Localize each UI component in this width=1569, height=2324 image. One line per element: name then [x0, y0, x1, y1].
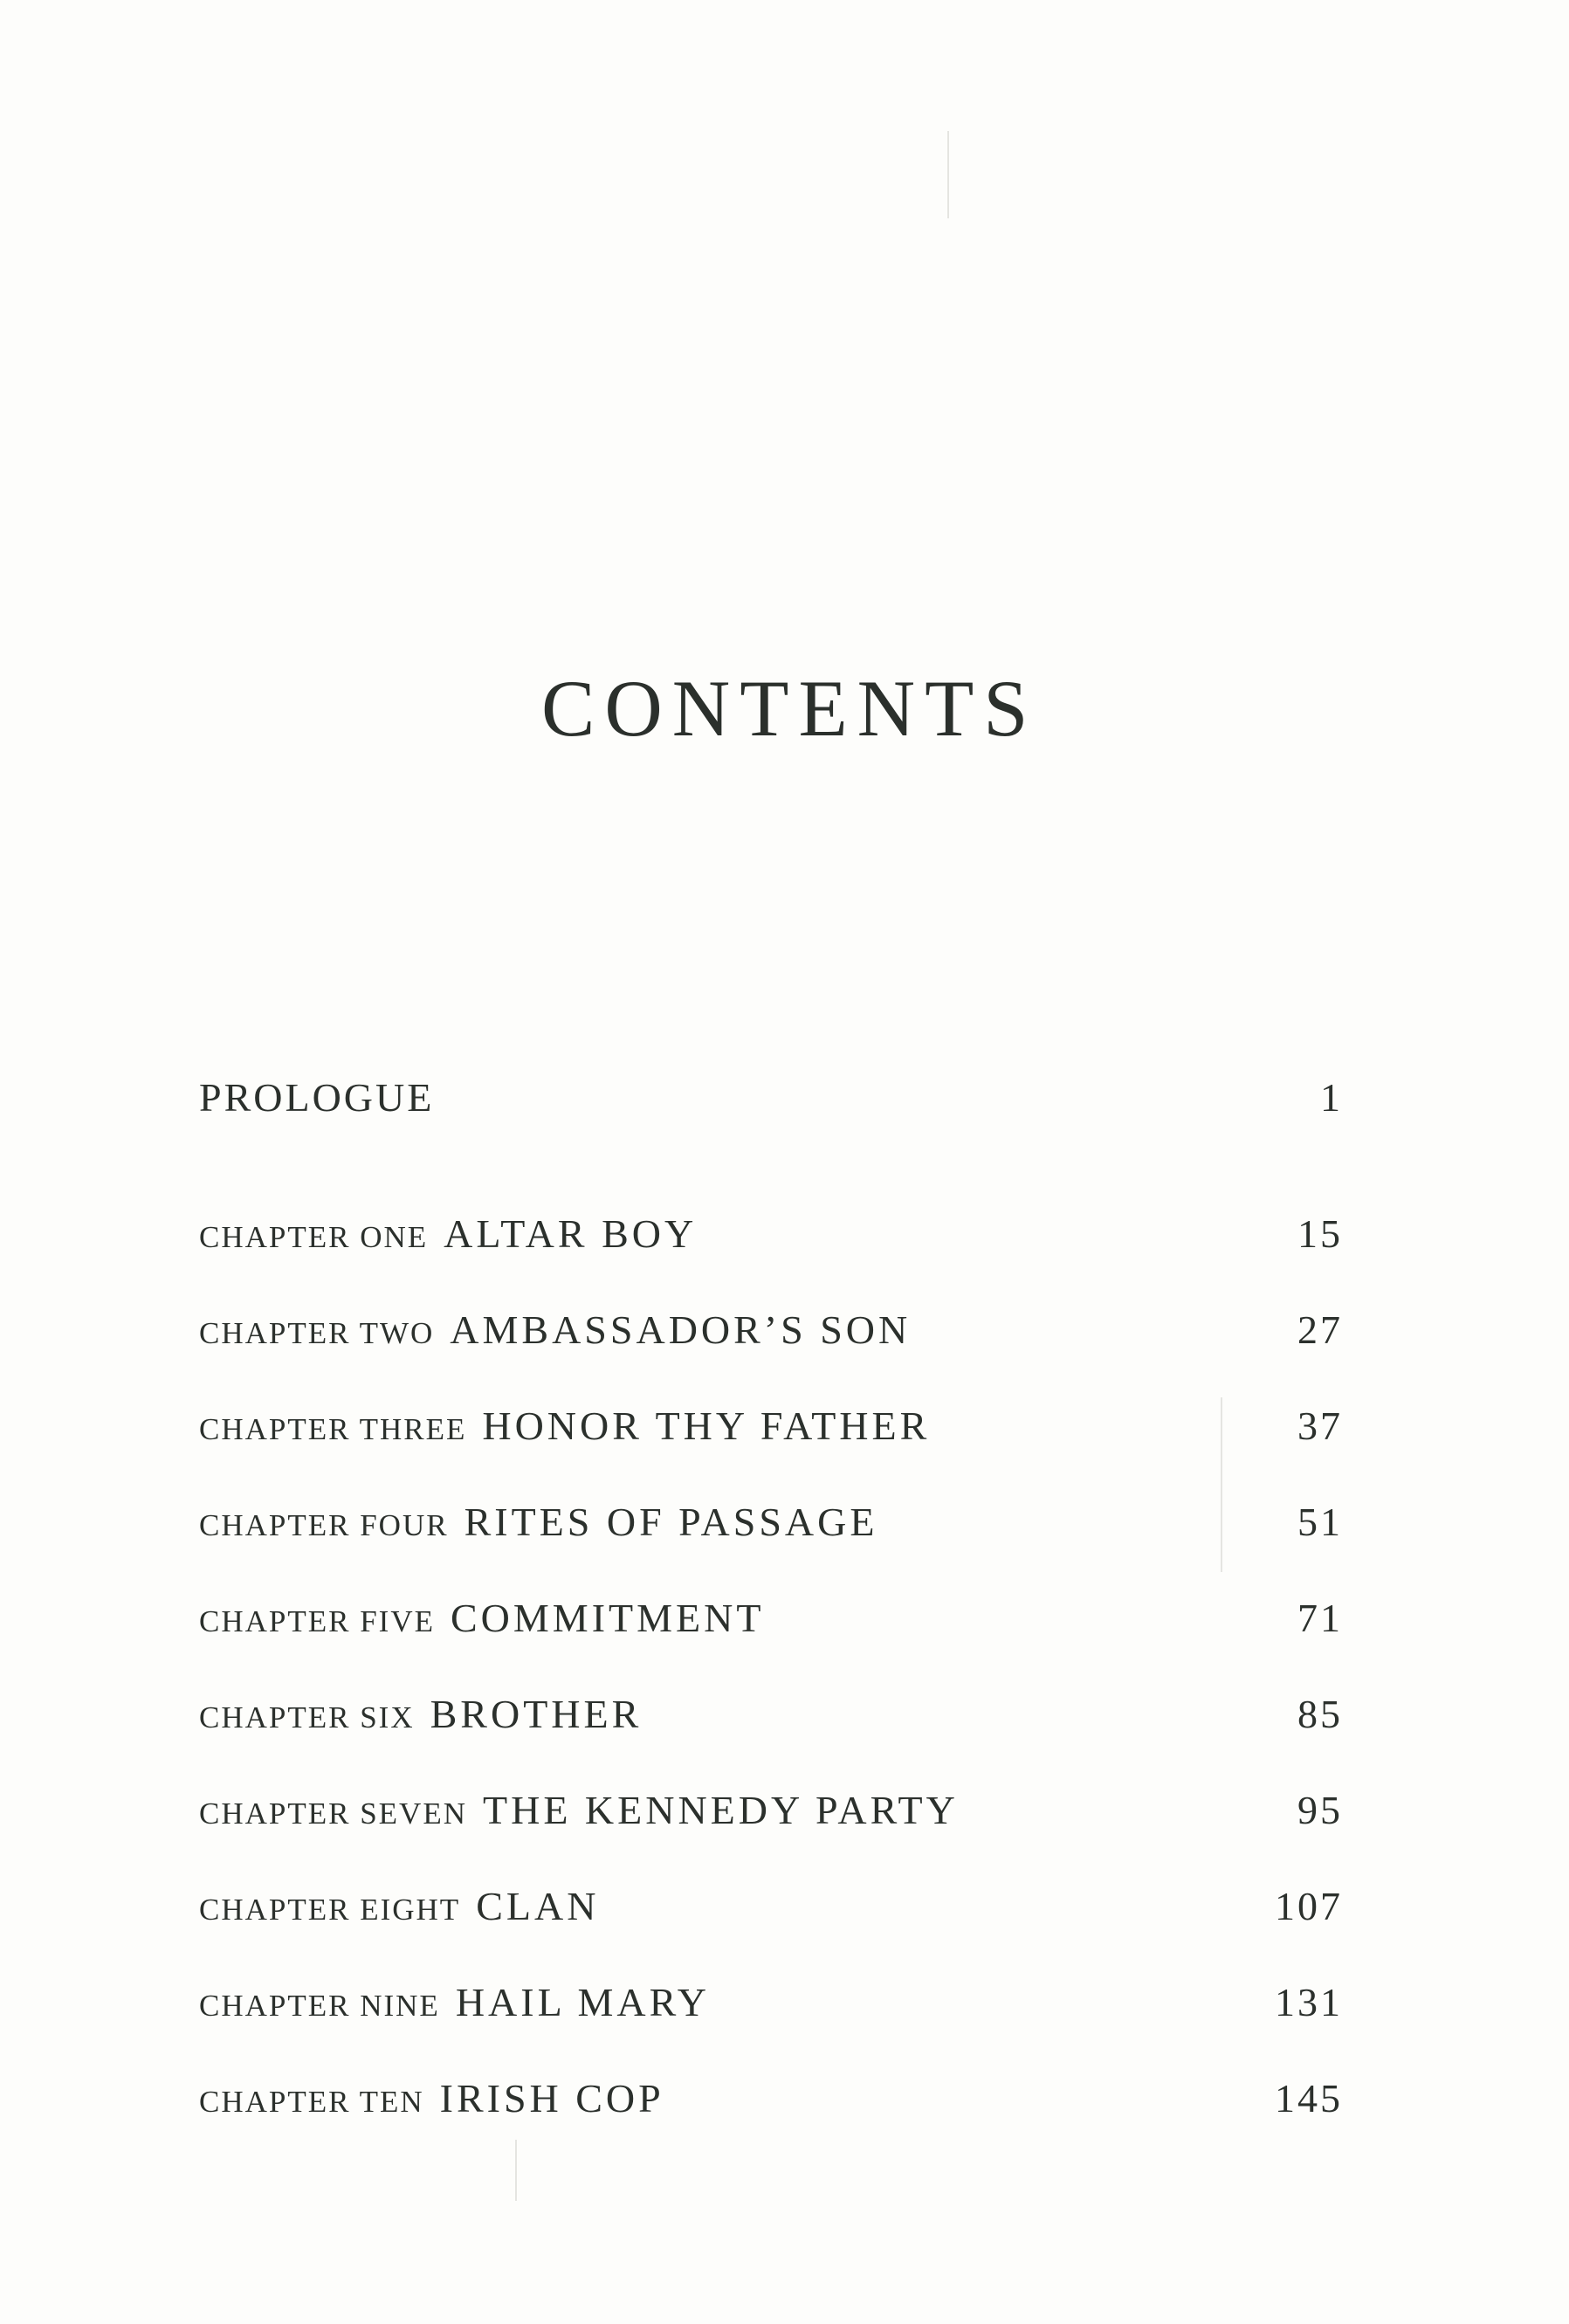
page-number: 51 — [1297, 1500, 1343, 1544]
page-number: 131 — [1275, 1980, 1343, 2024]
page-number: 1 — [1320, 1075, 1343, 1120]
chapter-label: CHAPTER THREE — [199, 1412, 467, 1446]
page-title: CONTENTS — [541, 664, 1038, 753]
chapter-title: IRISH COP — [439, 2076, 664, 2121]
chapter-title: ALTAR BOY — [444, 1211, 698, 1256]
chapter-title: AMBASSADOR’S SON — [450, 1307, 912, 1352]
toc-entry-chapter-three[interactable] — [199, 1403, 1343, 1499]
chapter-title: HONOR THY FATHER — [482, 1403, 931, 1448]
page-number: 95 — [1297, 1788, 1343, 1832]
chapter-label: CHAPTER SIX — [199, 1700, 415, 1734]
toc-entry-chapter-two[interactable] — [199, 1307, 1343, 1403]
toc-entry-chapter-ten[interactable] — [199, 2075, 1343, 2171]
chapter-title: HAIL MARY — [455, 1980, 710, 2024]
chapter-title: COMMITMENT — [451, 1596, 765, 1640]
chapter-title: RITES OF PASSAGE — [464, 1500, 878, 1544]
toc-entry-chapter-seven[interactable] — [199, 1787, 1343, 1883]
chapter-title: THE KENNEDY PARTY — [483, 1788, 959, 1832]
chapter-label: CHAPTER NINE — [199, 1989, 440, 2023]
chapter-label: CHAPTER TEN — [199, 2085, 424, 2119]
toc-entry-chapter-eight[interactable] — [199, 1883, 1343, 1979]
page-number: 85 — [1297, 1692, 1343, 1736]
page-number: 15 — [1297, 1211, 1343, 1256]
toc-entry-chapter-one[interactable] — [199, 1210, 1343, 1307]
toc-entry-chapter-five[interactable] — [199, 1595, 1343, 1691]
toc-entry-prologue[interactable] — [199, 1074, 1343, 1210]
chapter-label: CHAPTER FOUR — [199, 1508, 449, 1542]
paper-crease — [947, 131, 949, 218]
page-number: 145 — [1275, 2076, 1343, 2121]
prologue-label: PROLOGUE — [199, 1075, 435, 1120]
table-of-contents — [199, 1074, 1343, 2171]
chapter-label: CHAPTER EIGHT — [199, 1893, 461, 1927]
chapter-label: CHAPTER SEVEN — [199, 1796, 467, 1831]
page-number: 107 — [1275, 1884, 1343, 1928]
chapter-title: BROTHER — [430, 1692, 643, 1736]
toc-entry-chapter-nine[interactable] — [199, 1979, 1343, 2075]
chapter-label: CHAPTER ONE — [199, 1220, 429, 1254]
chapter-label: CHAPTER TWO — [199, 1316, 435, 1350]
toc-entry-chapter-four[interactable] — [199, 1499, 1343, 1595]
toc-entry-chapter-six[interactable] — [199, 1691, 1343, 1787]
page-number: 27 — [1297, 1307, 1343, 1352]
page-number: 37 — [1297, 1403, 1343, 1448]
chapter-title: CLAN — [476, 1884, 600, 1928]
page-number: 71 — [1297, 1596, 1343, 1640]
title-area — [541, 664, 1038, 753]
chapter-label: CHAPTER FIVE — [199, 1604, 435, 1638]
